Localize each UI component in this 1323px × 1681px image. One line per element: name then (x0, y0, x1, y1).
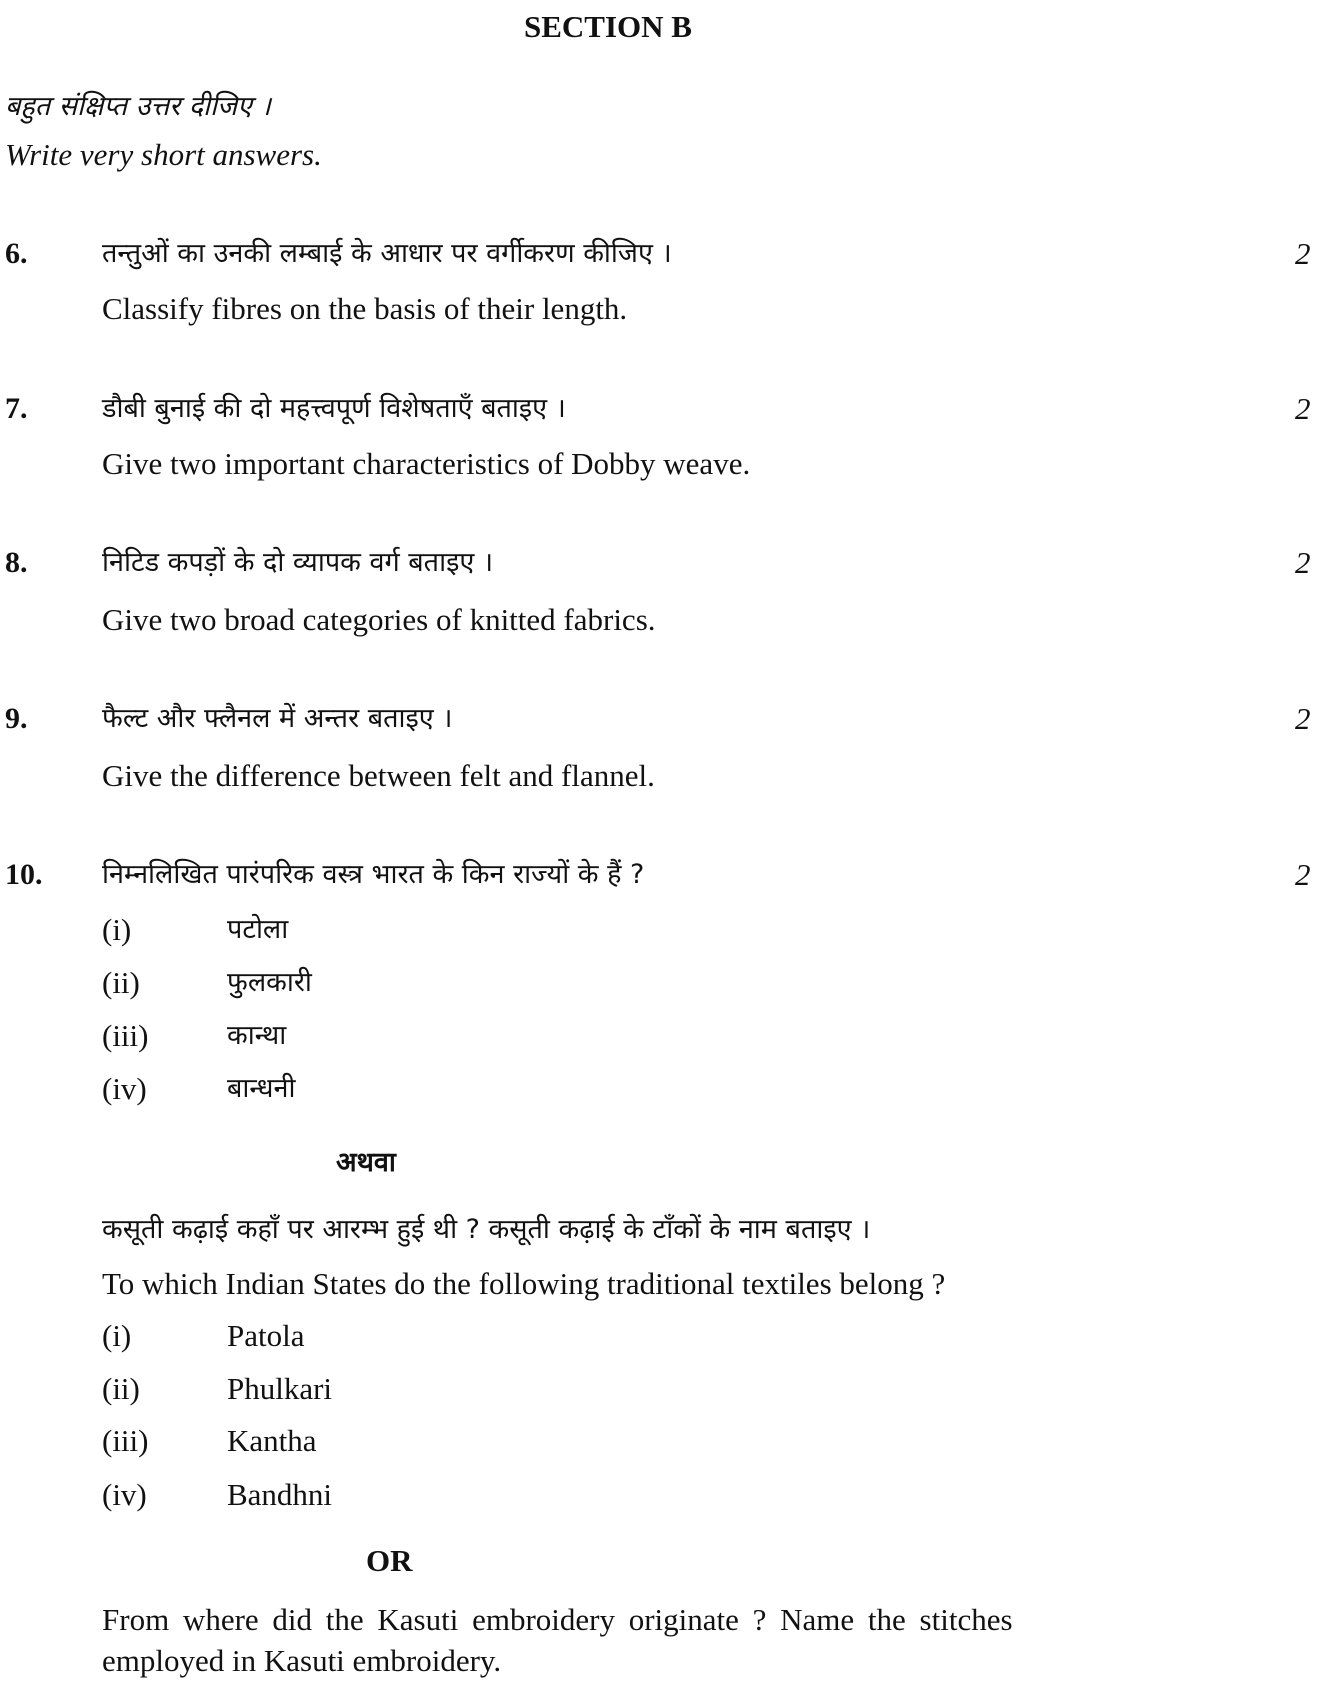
instruction-english: Write very short answers. (5, 137, 322, 172)
question-hindi: फैल्ट और फ्लैनल में अन्तर बताइए । (102, 703, 453, 734)
question-english: Give the difference between felt and flannel. (102, 758, 655, 793)
section-title: SECTION B (524, 9, 692, 44)
question-number: 8. (5, 546, 28, 579)
question-marks: 2 (1295, 545, 1311, 580)
item-text: Phulkari (227, 1371, 333, 1406)
item-label: (i) (102, 1318, 132, 1353)
alt-question-english-line2: employed in Kasuti embroidery. (102, 1643, 502, 1678)
question-english: Give two important characteristics of Dobby weave. (102, 446, 751, 481)
question-marks: 2 (1295, 236, 1311, 271)
question-marks: 2 (1295, 857, 1311, 892)
instruction-hindi: बहुत संक्षिप्त उत्तर दीजिए । (5, 91, 271, 122)
item-label: (iii) (102, 1423, 149, 1458)
or-english: OR (366, 1543, 413, 1578)
item-label: (i) (102, 912, 132, 947)
or-hindi: अथवा (336, 1147, 396, 1178)
item-label: (iv) (102, 1477, 147, 1512)
item-label: (ii) (102, 1371, 140, 1406)
item-text: Patola (227, 1318, 305, 1353)
question-hindi: डौबी बुनाई की दो महत्त्वपूर्ण विशेषताएँ बताइए । (102, 393, 566, 424)
question-hindi: तन्तुओं का उनकी लम्बाई के आधार पर वर्गीकरण कीजिए । (102, 238, 672, 269)
item-label: (iii) (102, 1018, 149, 1053)
question-marks: 2 (1295, 701, 1311, 736)
item-text: Kantha (227, 1423, 317, 1458)
question-english: To which Indian States do the following traditional textiles belong ? (102, 1266, 946, 1301)
item-label: (iv) (102, 1071, 147, 1106)
item-label: (ii) (102, 965, 140, 1000)
item-text: फुलकारी (227, 967, 312, 998)
question-number: 6. (5, 237, 28, 270)
question-number: 9. (5, 702, 28, 735)
question-english: Give two broad categories of knitted fabrics. (102, 602, 656, 637)
question-number: 7. (5, 392, 28, 425)
question-english: Classify fibres on the basis of their length. (102, 291, 628, 326)
alt-question-english-line1: From where did the Kasuti embroidery originate ? Name the stitches (102, 1602, 1013, 1637)
question-number: 10. (5, 858, 43, 891)
item-text: कान्था (227, 1020, 287, 1051)
item-text: बान्धनी (227, 1073, 296, 1104)
alt-question-hindi: कसूती कढ़ाई कहाँ पर आरम्भ हुई थी ? कसूती कढ़ाई के टाँकों के नाम बताइए । (102, 1214, 871, 1245)
item-text: Bandhni (227, 1477, 333, 1512)
question-hindi: निम्नलिखित पारंपरिक वस्त्र भारत के किन राज्यों के हैं ? (102, 859, 645, 890)
question-hindi: निटिड कपड़ों के दो व्यापक वर्ग बताइए । (102, 547, 494, 578)
question-marks: 2 (1295, 391, 1311, 426)
item-text: पटोला (227, 914, 289, 945)
